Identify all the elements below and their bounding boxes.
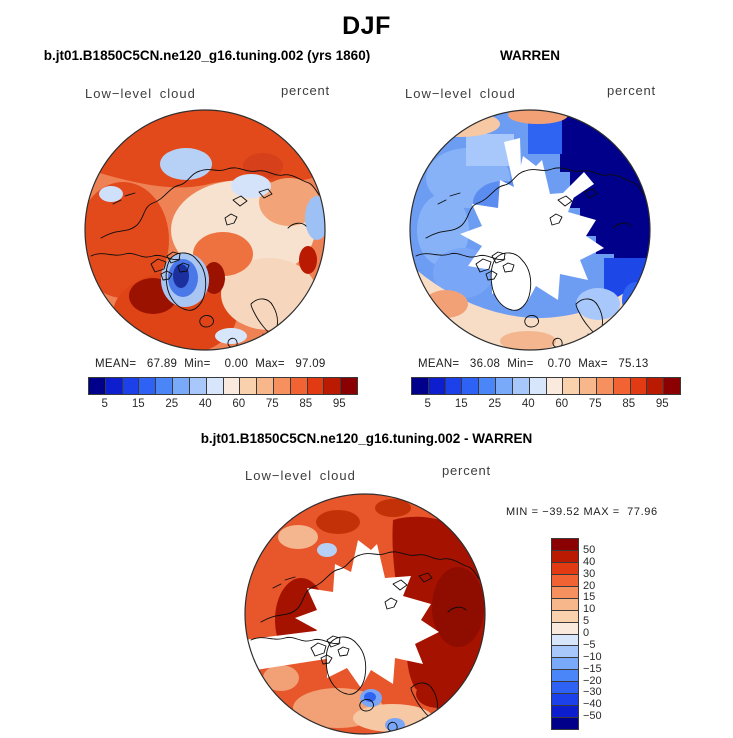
- tick-label: 20: [583, 579, 596, 592]
- tick-label: 5: [101, 398, 108, 410]
- obs-colorbar: [411, 377, 681, 395]
- colorbar-cell: [446, 378, 463, 394]
- tick-label: −10: [583, 650, 602, 663]
- tick-label: 15: [583, 591, 596, 604]
- colorbar-cell: [552, 694, 578, 706]
- tick-label: 25: [488, 398, 502, 410]
- colorbar-cell: [580, 378, 597, 394]
- colorbar-cell: [631, 378, 648, 394]
- tick-label: 75: [588, 398, 602, 410]
- tick-label: −20: [583, 674, 602, 687]
- tick-label: 30: [583, 567, 596, 580]
- obs-variable-label: Low−level cloud: [405, 86, 516, 101]
- colorbar-cell: [597, 378, 614, 394]
- colorbar-cell: [552, 563, 578, 575]
- colorbar-cell: [257, 378, 274, 394]
- colorbar-cell: [240, 378, 257, 394]
- diff-variable-label: Low−level cloud: [245, 468, 356, 483]
- tick-label: 85: [299, 398, 313, 410]
- tick-label: 95: [655, 398, 669, 410]
- obs-stats-line: MEAN= 36.08 Min= 0.70 Max= 75.13: [418, 358, 649, 370]
- colorbar-cell: [429, 378, 446, 394]
- tick-label: 0: [583, 627, 590, 639]
- tick-label: 25: [165, 398, 179, 410]
- colorbar-cell: [547, 378, 564, 394]
- colorbar-cell: [479, 378, 496, 394]
- colorbar-cell: [614, 378, 631, 394]
- colorbar-cell: [552, 670, 578, 682]
- colorbar-cell: [552, 599, 578, 611]
- model-colorbar: [88, 377, 358, 395]
- obs-colorbar-ticks: [411, 398, 679, 412]
- tick-label: 15: [131, 398, 145, 410]
- tick-label: −50: [583, 710, 602, 723]
- season-title: DJF: [342, 12, 391, 40]
- tick-label: 40: [198, 398, 212, 410]
- tick-label: 75: [265, 398, 279, 410]
- colorbar-cell: [552, 706, 578, 718]
- colorbar-cell: [563, 378, 580, 394]
- tick-label: −5: [583, 638, 596, 651]
- model-map-plot: [83, 108, 327, 352]
- colorbar-cell: [139, 378, 156, 394]
- colorbar-cell: [552, 646, 578, 658]
- colorbar-cell: [552, 623, 578, 635]
- diff-units-label: percent: [442, 463, 491, 478]
- colorbar-cell: [324, 378, 341, 394]
- colorbar-cell: [291, 378, 308, 394]
- model-colorbar-ticks: [88, 398, 356, 412]
- tick-label: 15: [454, 398, 468, 410]
- obs-map-plot: [408, 108, 652, 352]
- colorbar-cell: [513, 378, 530, 394]
- colorbar-cell: [552, 539, 578, 551]
- colorbar-cell: [308, 378, 325, 394]
- diff-minmax-line: MIN = −39.52 MAX = 77.96: [506, 506, 658, 518]
- colorbar-cell: [552, 658, 578, 670]
- tick-label: 5: [583, 615, 590, 628]
- tick-label: 40: [521, 398, 535, 410]
- tick-label: −30: [583, 686, 602, 699]
- colorbar-cell: [207, 378, 224, 394]
- colorbar-cell: [552, 611, 578, 623]
- obs-panel-title: WARREN: [500, 48, 560, 63]
- colorbar-cell: [123, 378, 140, 394]
- model-panel-title: b.jt01.B1850C5CN.ne120_g16.tuning.002 (yrs 1860): [43, 48, 371, 63]
- diff-colorbar: [551, 538, 579, 730]
- colorbar-cell: [552, 575, 578, 587]
- colorbar-cell: [664, 378, 680, 394]
- colorbar-cell: [412, 378, 429, 394]
- colorbar-cell: [224, 378, 241, 394]
- colorbar-cell: [496, 378, 513, 394]
- tick-label: 10: [583, 603, 596, 616]
- colorbar-cell: [552, 551, 578, 563]
- tick-label: −40: [583, 698, 602, 711]
- colorbar-cell: [552, 635, 578, 647]
- colorbar-cell: [552, 587, 578, 599]
- tick-label: −15: [583, 662, 602, 675]
- colorbar-cell: [552, 718, 578, 729]
- diff-colorbar-ticks: [583, 538, 623, 728]
- colorbar-cell: [274, 378, 291, 394]
- colorbar-cell: [190, 378, 207, 394]
- tick-label: 95: [332, 398, 346, 410]
- colorbar-cell: [552, 682, 578, 694]
- colorbar-cell: [647, 378, 664, 394]
- model-variable-label: Low−level cloud: [85, 86, 196, 101]
- tick-label: 50: [583, 543, 596, 556]
- colorbar-cell: [530, 378, 547, 394]
- model-stats-line: MEAN= 67.89 Min= 0.00 Max= 97.09: [95, 358, 326, 370]
- tick-label: 40: [583, 555, 596, 568]
- tick-label: 5: [424, 398, 431, 410]
- diff-panel-title: b.jt01.B1850C5CN.ne120_g16.tuning.002 - WARREN: [200, 431, 533, 446]
- obs-units-label: percent: [607, 83, 656, 98]
- colorbar-cell: [156, 378, 173, 394]
- model-units-label: percent: [281, 83, 330, 98]
- colorbar-cell: [89, 378, 106, 394]
- diff-map-plot: [243, 492, 487, 736]
- tick-label: 60: [232, 398, 246, 410]
- colorbar-cell: [341, 378, 357, 394]
- tick-label: 85: [622, 398, 636, 410]
- colorbar-cell: [173, 378, 190, 394]
- colorbar-cell: [106, 378, 123, 394]
- tick-label: 60: [555, 398, 569, 410]
- colorbar-cell: [462, 378, 479, 394]
